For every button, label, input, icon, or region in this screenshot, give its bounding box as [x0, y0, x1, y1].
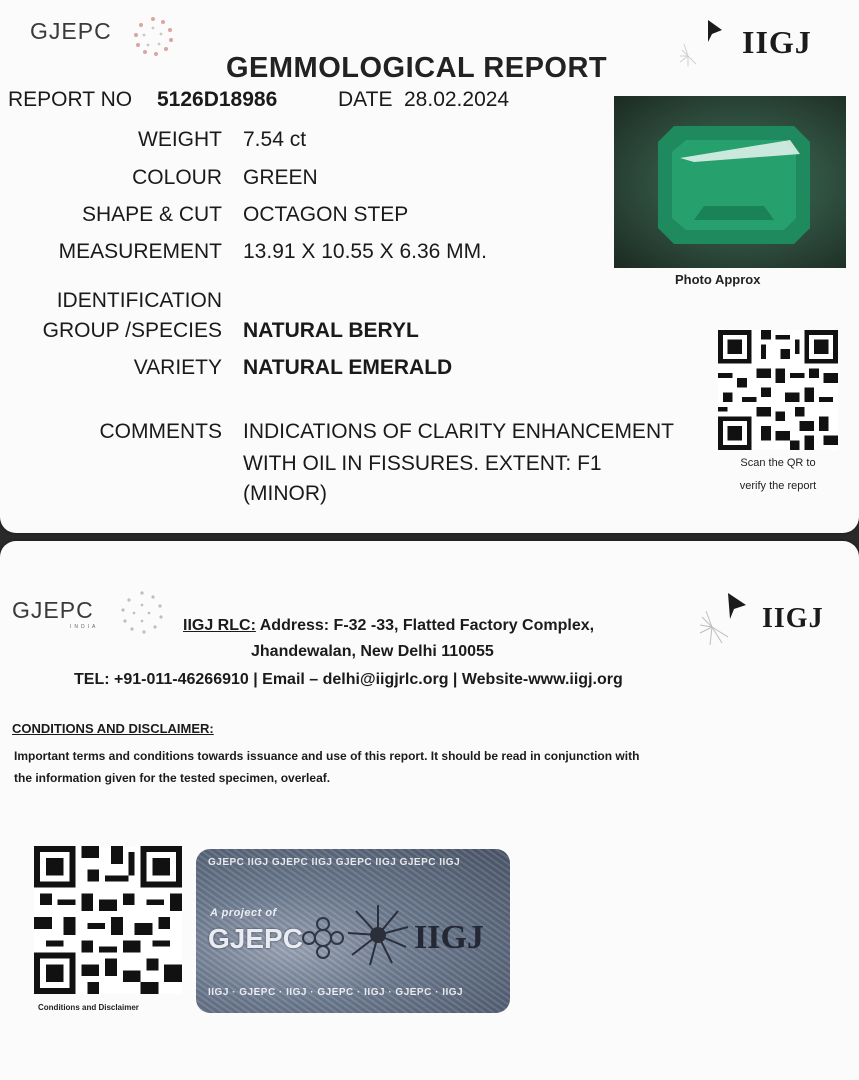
- hologram-gjepc: GJEPC: [208, 923, 303, 954]
- iigj-logo-back: IIGJ: [762, 603, 824, 634]
- shape-cut-value: OCTAGON STEP: [243, 203, 409, 226]
- comments-line-1: INDICATIONS OF CLARITY ENHANCEMENT: [243, 420, 674, 443]
- colour-value: GREEN: [243, 166, 318, 189]
- measurement-label: MEASUREMENT: [58, 240, 222, 263]
- variety-label: VARIETY: [133, 356, 222, 379]
- comments-line-2: WITH OIL IN FISSURES. EXTENT: F1: [243, 452, 602, 475]
- gjepc-logo-back: GJEPC INDIA: [12, 597, 99, 630]
- conditions-line-1: Important terms and conditions towards issuance and use of this report. It should be read in conjunction with: [14, 749, 640, 763]
- shape-cut-label: SHAPE & CUT: [81, 203, 222, 226]
- address-line-1: IIGJ RLC: Address: F-32 -33, Flatted Factory Complex,: [183, 617, 595, 634]
- hologram-iigj: IIGJ: [414, 919, 484, 956]
- colour-label: COLOUR: [132, 166, 222, 189]
- report-title: GEMMOLOGICAL REPORT: [226, 52, 608, 84]
- report-front: [0, 0, 859, 533]
- date-label: DATE: [338, 88, 393, 111]
- variety-value: NATURAL EMERALD: [243, 356, 453, 379]
- gem-photo: [614, 96, 846, 268]
- identification-label: IDENTIFICATION: [56, 289, 222, 312]
- gjepc-emblem-icon: [130, 14, 176, 60]
- conditions-qr-caption: Conditions and Disclaimer: [38, 1003, 139, 1012]
- date-value: 28.02.2024: [404, 88, 510, 111]
- report-back: [0, 541, 859, 1080]
- report-no-value: 5126D18986: [157, 88, 278, 111]
- photo-caption: Photo Approx: [675, 272, 761, 287]
- comments-label: COMMENTS: [99, 420, 222, 443]
- emerald-icon: [614, 96, 846, 268]
- comments-line-3: (MINOR): [243, 482, 327, 505]
- gjepc-emblem-icon: [118, 589, 166, 637]
- hologram-sunburst-icon: [346, 903, 410, 967]
- hologram-project-text: A project of: [210, 907, 277, 919]
- gjepc-logo: GJEPC: [30, 18, 112, 44]
- group-species-label: GROUP /SPECIES: [42, 319, 222, 342]
- verify-qr-code[interactable]: [718, 330, 838, 450]
- weight-value: 7.54 ct: [243, 128, 307, 151]
- qr-caption: [720, 452, 836, 498]
- weight-label: WEIGHT: [138, 128, 222, 151]
- report-no-label: REPORT NO: [8, 88, 133, 111]
- conditions-title: CONDITIONS AND DISCLAIMER:: [12, 721, 214, 736]
- conditions-line-2: the information given for the tested specimen, overleaf.: [14, 771, 331, 785]
- hologram-top-line: GJEPC IIGJ GJEPC IIGJ GJEPC IIGJ GJEPC IIGJ: [208, 857, 461, 868]
- address-line-2: Jhandewalan, New Delhi 110055: [251, 643, 494, 660]
- conditions-text: [14, 745, 844, 789]
- qr-caption-line-2: verify the report: [739, 480, 817, 492]
- hologram-bottom-line: IIGJ · GJEPC · IIGJ · GJEPC · IIGJ · GJEPC · IIGJ: [208, 987, 464, 998]
- qr-caption-line-1: Scan the QR to: [740, 457, 816, 469]
- security-hologram: [196, 849, 510, 1013]
- iigj-emblem-icon: [698, 591, 762, 649]
- iigj-emblem-icon: [678, 16, 742, 68]
- conditions-qr-code[interactable]: [34, 846, 182, 994]
- group-species-value: NATURAL BERYL: [243, 319, 419, 342]
- address-org: IIGJ RLC:: [183, 617, 256, 634]
- hologram-flower-icon: [300, 915, 346, 961]
- measurement-value: 13.91 X 10.55 X 6.36 MM.: [243, 240, 487, 263]
- iigj-logo: IIGJ: [742, 24, 812, 60]
- contact-line[interactable]: TEL: +91-011-46266910 | Email – delhi@iigjrlc.org | Website-www.iigj.org: [74, 671, 623, 688]
